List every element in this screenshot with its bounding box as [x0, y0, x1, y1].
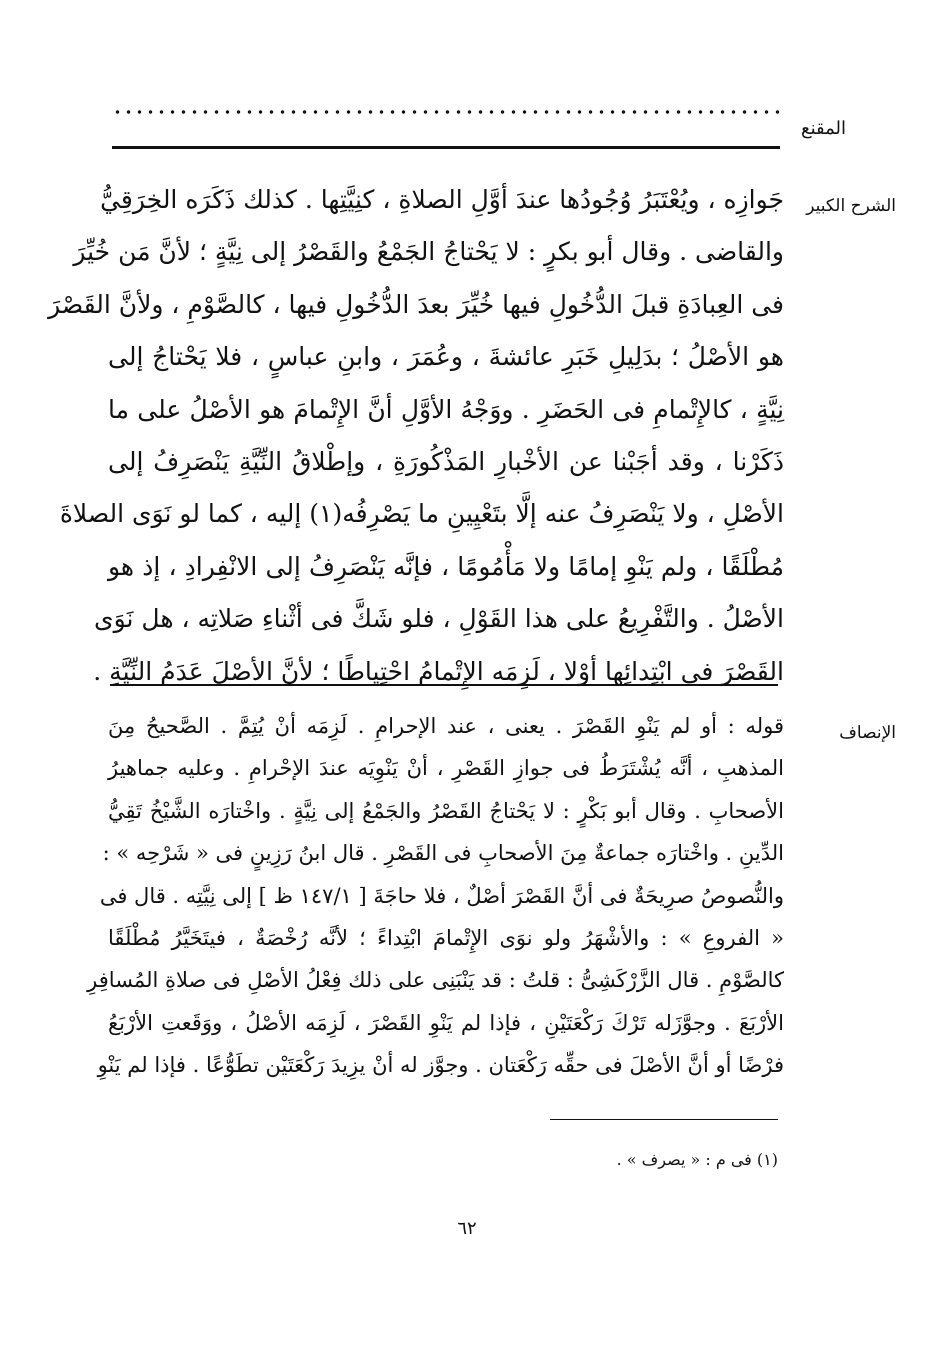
footnote: (١) فى م : « يصرف » .	[616, 1150, 778, 1169]
running-title: المقنع	[800, 118, 846, 139]
margin-label-sharh: الشرح الكبير	[806, 196, 896, 216]
margin-label-insaf: الإنصاف	[839, 723, 896, 743]
sharh-text-line: ذَكَرْنا ، وقد أجَبْنا عن الأخْبارِ المَذْكُورَةِ ، وإطْلاقُ النِّيَّةِ يَنْصَرِفُ إلى	[108, 446, 784, 476]
dot-leader	[112, 104, 780, 120]
sharh-text-line: القَصْرَ فى ابْتِدائِها أوْلا ، لَزِمَه الإِتْمامُ احْتِياطًا ؛ لأنَّ الأصْلَ عَدَمُ النِّيَّةِ .	[93, 656, 784, 686]
footnote-rule	[550, 1119, 778, 1120]
sharh-text-line: فى العِبادَةِ قبلَ الدُّخُولِ فيها خُيِّرَ بعدَ الدُّخُولِ فيها ، كالصَّوْمِ ، ولأنَّ القَصْرَ	[48, 289, 784, 319]
insaf-text-line: المذهبِ ، أنَّه يُشْتَرَطُ فى جوازِ القَصْرِ ، أنْ يَنْوِيَه عندَ الإحْرامِ . وعليه جماهيرُ	[108, 756, 784, 781]
sharh-text-line: نِيَّةٍ ، كالإِتْمامِ فى الحَضَرِ . ووَجْهُ الأوَّلِ أنَّ الإِتْمامَ هو الأصْلُ على ما	[108, 394, 784, 424]
insaf-text-line: قوله : أو لم يَنْوِ القَصْرَ . يعنى ، عند الإحرامِ . لَزِمَه أنْ يُتِمَّ . الصَّحيحُ مِنَ	[108, 714, 784, 738]
insaf-text-line: فرْضًا أو أنَّ الأصْلَ فى حقِّه رَكْعَتان . وجوَّز له أنْ يزِيدَ رَكْعَتَيْن تطَوُّعًا . فإذا لم يَنْوِ	[97, 1053, 784, 1078]
insaf-text-line: والنُّصوصُ صرِيحَةٌ فى أنَّ القَصْرَ أصْلٌ ، فلا حاجَةَ [ ١٤٧/١ ظ ] إلى نِيَّتِه . قال فى	[99, 883, 784, 908]
insaf-text-line: الدِّينِ . واخْتارَه جماعةٌ مِنَ الأصحابِ فى القَصْرِ . قال ابنُ رَزِينٍ فى « شَرْحِه » :	[102, 841, 784, 866]
sharh-text-line: مُطْلَقًا ، ولم يَنْوِ إمامًا ولا مَأْمُومًا ، فإنَّه يَنْصَرِفُ إلى الانْفِرادِ ، إذ هو	[108, 551, 784, 581]
insaf-text-line: « الفروعِ » : والأشْهَرُ ولو نوَى الإِتْمامَ ابْتِداءً ؛ لأنَّه رُخْصَةٌ ، فيتَخَيَّرُ مُطْلَقًا	[108, 925, 784, 950]
sharh-text-line: هو الأصْلُ ؛ بدَلِيلِ خَبَرِ عائشةَ ، وعُمَرَ ، وابنِ عباسٍ ، فلا يَحْتاجُ إلى	[108, 342, 784, 372]
sharh-text-line: الأصْلِ ، ولا يَنْصَرِفُ عنه إلَّا بتَعْيِينِ ما يَصْرِفُه(١) إليه ، كما لو نَوَى الصلاةَ	[59, 499, 784, 529]
sharh-text-line: والقاضى . وقال أبو بكرٍ : لا يَحْتاجُ الجَمْعُ والقَصْرُ إلى نِيَّةٍ ؛ لأنَّ مَن خُيِّرَ	[73, 237, 784, 267]
insaf-text-line: كالصَّوْمِ . قال الزَّرْكَشِىُّ : قلتُ : قد يَنْبَنِى على ذلك فِعْلُ الأصْلِ فى صلاةِ المُسافِرِ	[87, 968, 784, 993]
page-number: ٦٢	[457, 1218, 477, 1239]
insaf-text-line: الأصحابِ . وقال أبو بَكْرٍ : لا يَحْتاجُ القَصْرُ والجَمْعُ إلى نِيَّةٍ . واخْتارَه الشَّيْخُ تَقِيُّ	[108, 798, 784, 823]
insaf-text-line: الأرْبَعَ . وجوَّزَله تَرْكَ رَكْعَتَيْنِ ، فإذا لم يَنْوِ القَصْرَ ، لَزِمَه الأصْلُ ، ووَقَعتِ الأرْبَعُ	[108, 1010, 784, 1035]
sharh-text-block	[48, 174, 784, 698]
insaf-text-block	[87, 705, 784, 1087]
section-divider-rule	[110, 684, 778, 686]
header-rule	[112, 146, 780, 149]
sharh-text-line: الأصْلُ . والتَّفْرِيعُ على هذا القَوْلِ ، فلو شَكَّ فى أثْناءِ صَلاتِه ، هل نَوَى	[94, 604, 784, 634]
sharh-text-line: جَوازِه ، ويُعْتَبَرُ وُجُودُها عندَ أوَّلِ الصلاةِ ، كنِيَّتِها . كذلك ذَكَرَه الخِرَقِيُّ	[100, 185, 784, 214]
